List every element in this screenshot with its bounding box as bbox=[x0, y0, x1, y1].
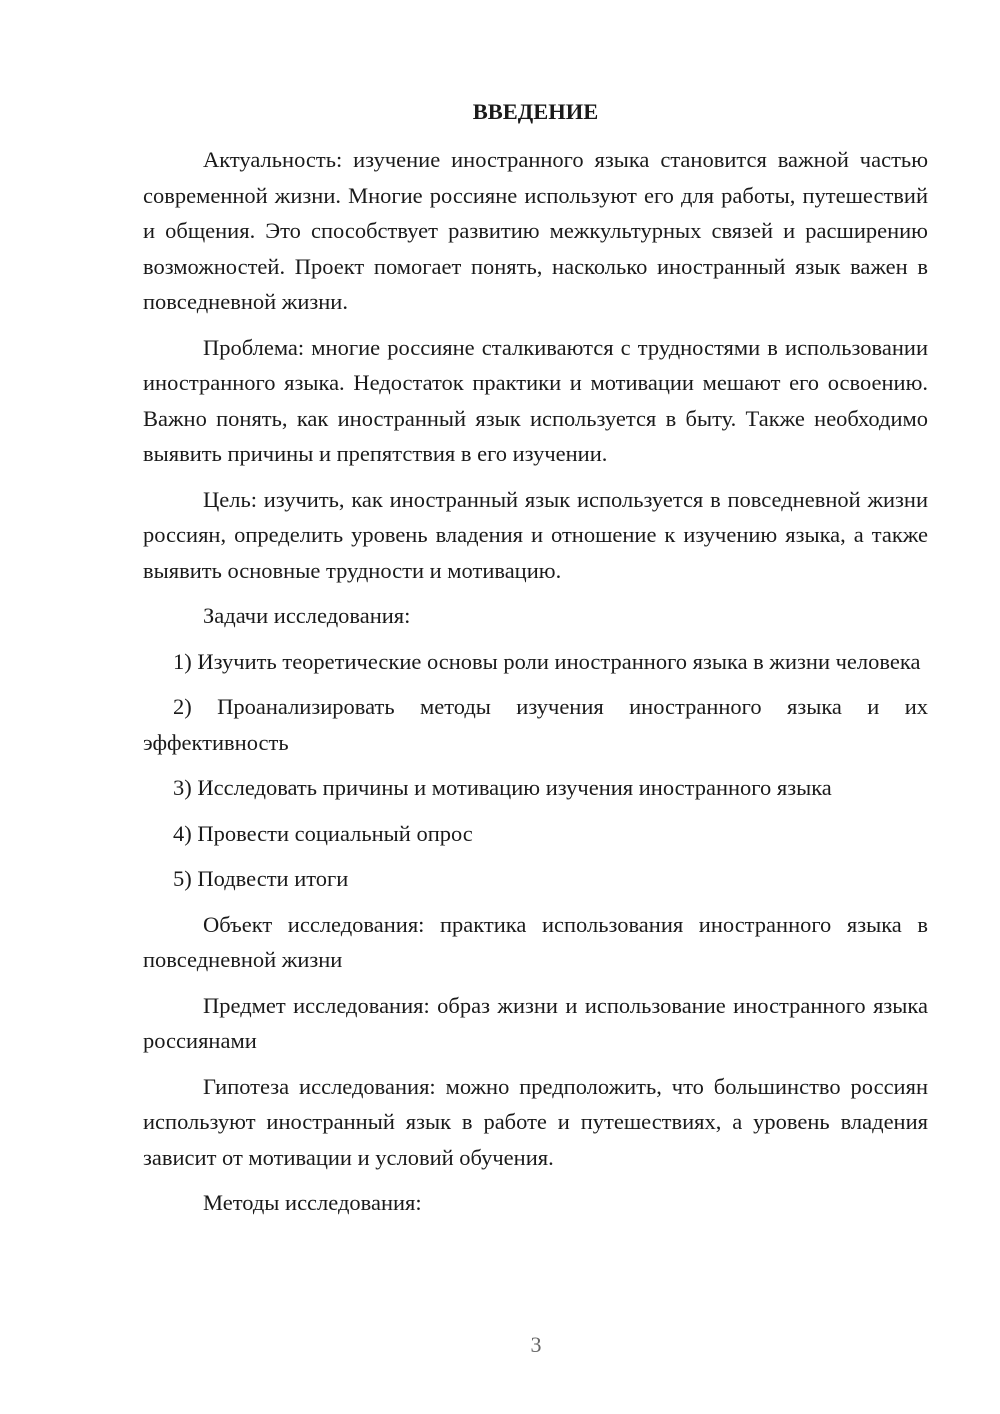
section-title: ВВЕДЕНИЕ bbox=[472, 99, 599, 124]
object-paragraph: Объект исследования: практика использования иностранного языка в повседневной жизни bbox=[143, 911, 928, 972]
list-item: 3) Исследовать причины и мотивацию изучения иностранного языка bbox=[173, 775, 832, 800]
list-item: 1) Изучить теоретические основы роли иностранного языка в жизни человека bbox=[173, 648, 921, 674]
relevance-paragraph: Актуальность: изучение иностранного языка становится важной частью современной жизни. Многие россияне используют его для работы, путешествий и общения. Это способствует развитию межкультурных связей и расширению возможностей. Проект помогает понять, насколько иностранный язык важен в повседневной жизни. bbox=[143, 147, 928, 314]
list-item: 5) Подвести итоги bbox=[173, 866, 349, 891]
tasks-heading: Задачи исследования: bbox=[203, 603, 411, 628]
subject-paragraph: Предмет исследования: образ жизни и использование иностранного языка россиянами bbox=[143, 992, 928, 1053]
problem-paragraph: Проблема: многие россияне сталкиваются с трудностями в использовании иностранного языка. Недостаток практики и мотивации мешают его освоению. Важно понять, как иностранный язык используется в быту. Также необходимо выявить причины и препятствия в его изучении. bbox=[143, 334, 928, 466]
page-number: 3 bbox=[530, 1332, 542, 1357]
list-item: 4) Провести социальный опрос bbox=[173, 820, 473, 846]
document-page bbox=[143, 94, 928, 1221]
list-item: 2) Проанализировать методы изучения иностранного языка и их эффективность bbox=[143, 694, 928, 755]
goal-paragraph: Цель: изучить, как иностранный язык используется в повседневной жизни россиян, определить уровень владения и отношение к изучению языка, а также выявить основные трудности и мотивацию. bbox=[143, 486, 928, 583]
tasks-list bbox=[143, 644, 928, 897]
hypothesis-paragraph: Гипотеза исследования: можно предположить, что большинство россиян используют иностранный язык в работе и путешествиях, а уровень владения зависит от мотивации и условий обучения. bbox=[143, 1073, 928, 1170]
methods-heading: Методы исследования: bbox=[203, 1190, 422, 1215]
